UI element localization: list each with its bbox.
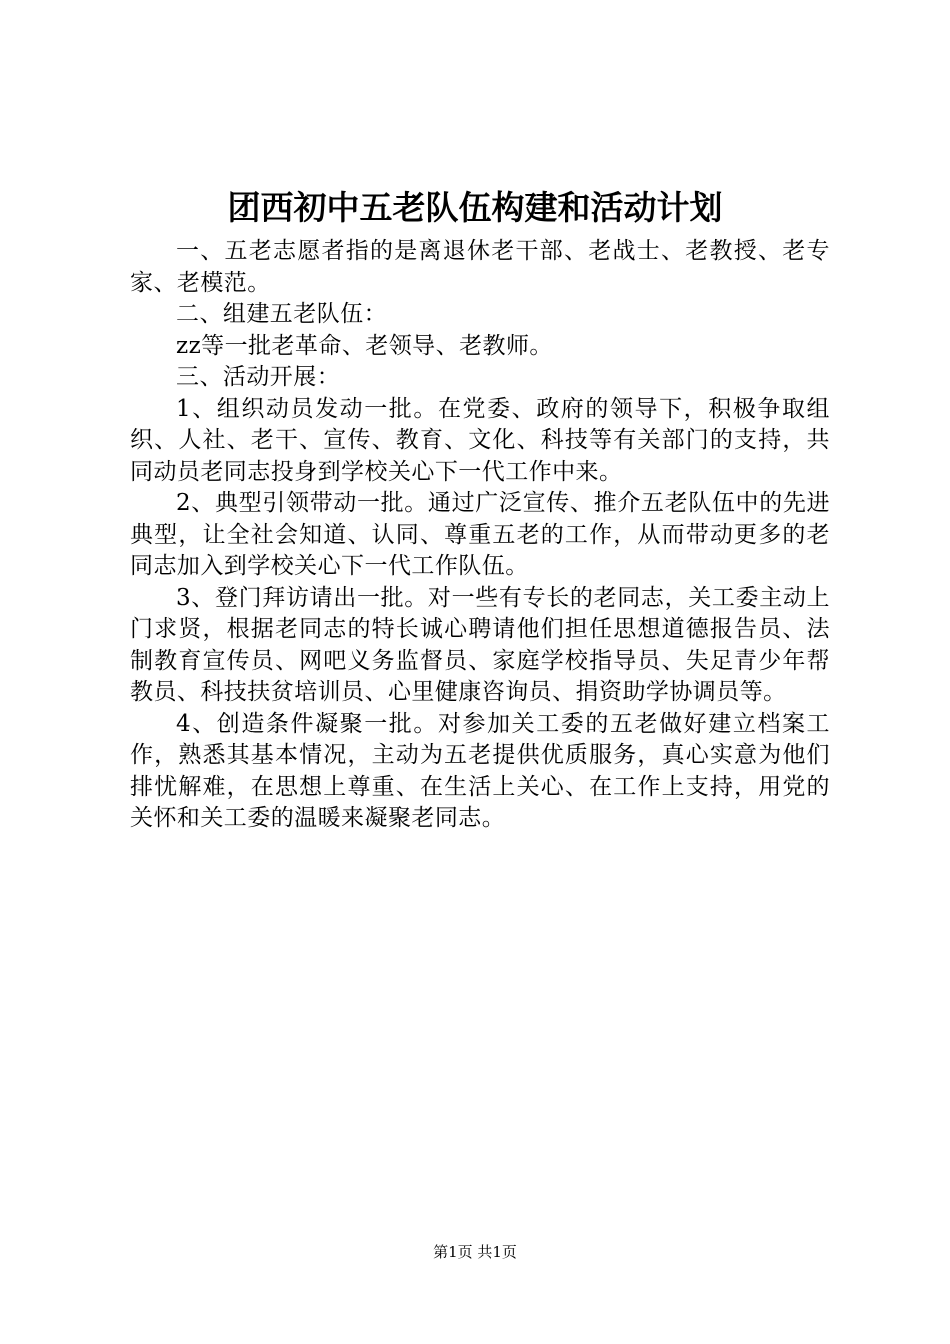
paragraph-section-two-heading: 二、组建五老队伍： bbox=[176, 301, 388, 327]
document-title: 团西初中五老队伍构建和活动计划 bbox=[227, 188, 723, 227]
paragraph-item-2: 2、典型引领带动一批。通过广泛宣传、推介五老队伍中的先进典型，让全社会知道、认同、尊重五老的工作，从而带动更多的老同志加入到学校关心下一代工作队伍。 bbox=[130, 490, 830, 579]
paragraph-members: zz等一批老革命、老领导、老教师。 bbox=[176, 332, 553, 359]
page-footer: 第1页 共1页 bbox=[433, 1243, 517, 1261]
paragraph-section-three-heading: 三、活动开展： bbox=[176, 364, 341, 390]
document-body bbox=[130, 236, 830, 835]
paragraph-item-4: 4、创造条件凝聚一批。对参加关工委的五老做好建立档案工作，熟悉其基本情况，主动为五老提供优质服务，真心实意为他们排忧解难，在思想上尊重、在生活上关心、在工作上支持，用党的关怀和关工委的温暖来凝聚老同志。 bbox=[130, 710, 830, 831]
paragraph-item-3: 3、登门拜访请出一批。对一些有专长的老同志，关工委主动上门求贤，根据老同志的特长诚心聘请他们担任思想道德报告员、法制教育宣传员、网吧义务监督员、家庭学校指导员、失足青少年帮教员、科技扶贫培训员、心里健康咨询员、捐资助学协调员等。 bbox=[130, 584, 830, 705]
paragraph-item-1: 1、组织动员发动一批。在党委、政府的领导下，积极争取组织、人社、老干、宣传、教育、文化、科技等有关部门的支持，共同动员老同志投身到学校关心下一代工作中来。 bbox=[130, 395, 830, 485]
paragraph-definition: 一、五老志愿者指的是离退休老干部、老战士、老教授、老专家、老模范。 bbox=[130, 238, 830, 296]
